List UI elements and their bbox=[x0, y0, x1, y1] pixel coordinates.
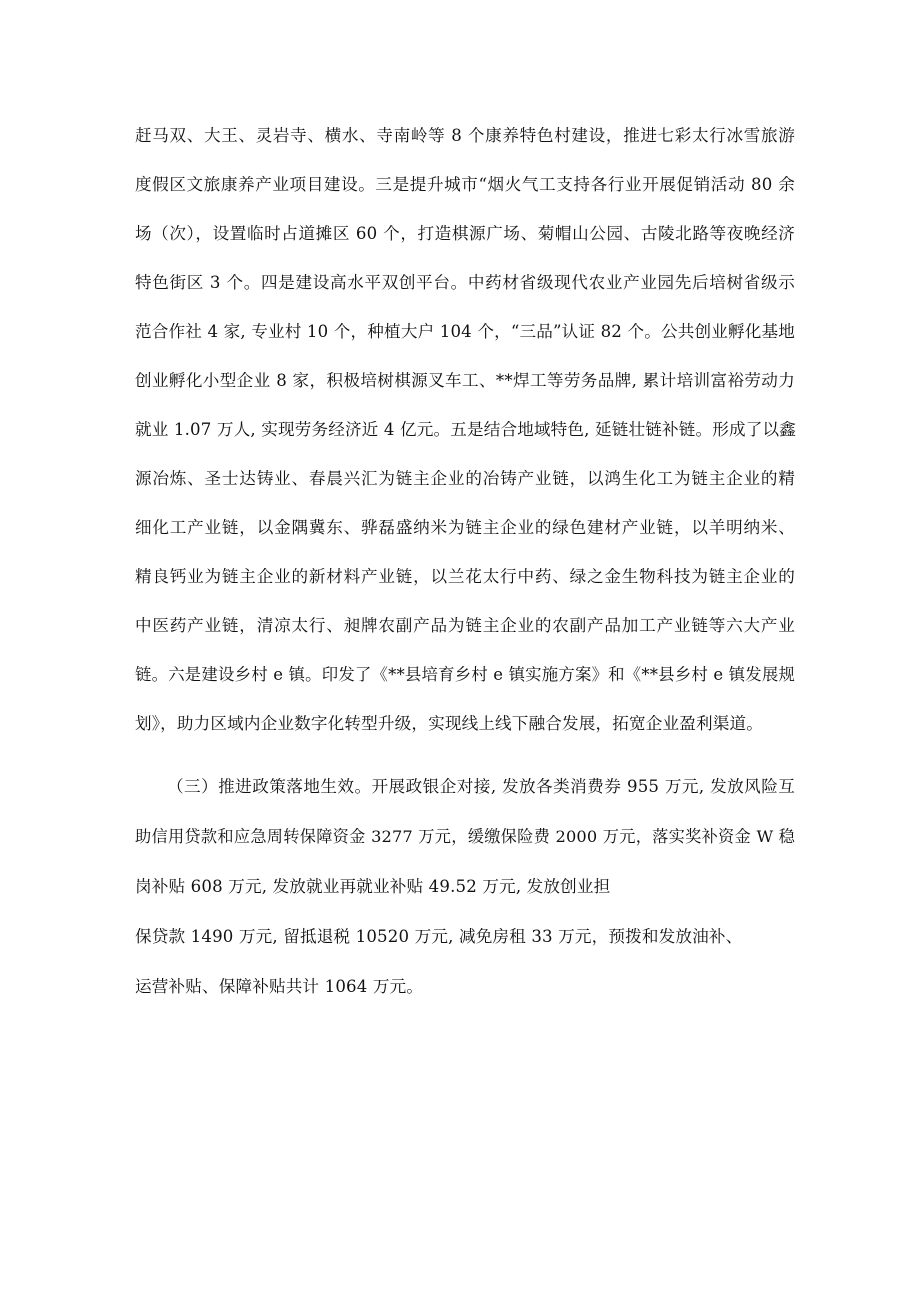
text-line: 源冶炼、圣士达铸业、春晨兴汇为链主企业的冶铸产业链，以鸿生化工为链主企业的精 bbox=[135, 469, 795, 488]
text-line: 赶马双、大王、灵岩寺、横水、寺南岭等 8 个康养特色村建设，推进七彩太行冰雪旅游 bbox=[135, 126, 795, 145]
text-line: 细化工产业链，以金隅冀东、骅磊盛纳米为链主企业的绿色建材产业链，以羊明纳米、 bbox=[135, 518, 795, 537]
text-line: 特色街区 3 个。四是建设高水平双创平台。中药材省级现代农业产业园先后培树省级示 bbox=[135, 273, 795, 292]
text-line: 精良钙业为链主企业的新材料产业链，以兰花太行中药、绿之金生物科技为链主企业的 bbox=[135, 567, 795, 586]
text-line: 助信用贷款和应急周转保障资金 3277 万元，缓缴保险费 2000 万元，落实奖补资金 W 稳 bbox=[135, 827, 795, 846]
text-line: （三）推进政策落地生效。开展政银企对接, 发放各类消费券 955 万元, 发放风险互 bbox=[167, 777, 795, 796]
text-line: 场（次），设置临时占道摊区 60 个，打造棋源广场、菊帽山公园、古陵北路等夜晚经济 bbox=[135, 224, 795, 243]
text-line: 运营补贴、保障补贴共计 1064 万元。 bbox=[135, 977, 424, 996]
text-line: 范合作社 4 家, 专业村 10 个，种植大户 104 个，“三品”认证 82 个。公共创业孵化基地 bbox=[135, 322, 795, 341]
text-line: 创业孵化小型企业 8 家，积极培树棋源叉车工、**焊工等劳务品牌, 累计培训富裕劳动力 bbox=[135, 371, 795, 390]
text-line: 链。六是建设乡村 e 镇。印发了《**县培育乡村 e 镇实施方案》和《**县乡村 e 镇发展规 bbox=[135, 665, 795, 684]
text-line: 就业 1.07 万人, 实现劳务经济近 4 亿元。五是结合地域特色, 延链壮链补链。形成了以鑫 bbox=[135, 420, 796, 439]
text-line: 划》，助力区域内企业数字化转型升级，实现线上线下融合发展，拓宽企业盈利渠道。 bbox=[135, 714, 763, 733]
text-line: 度假区文旅康养产业项目建设。三是提升城市“烟火气工支持各行业开展促销活动 80 余 bbox=[135, 175, 795, 194]
text-line: 中医药产业链，清凉太行、昶牌农副产品为链主企业的农副产品加工产业链等六大产业 bbox=[135, 616, 795, 635]
text-line: 保贷款 1490 万元, 留抵退税 10520 万元, 减免房租 33 万元，预拨和发放油补、 bbox=[135, 927, 743, 946]
text-line: 岗补贴 608 万元, 发放就业再就业补贴 49.52 万元, 发放创业担 bbox=[135, 877, 611, 896]
